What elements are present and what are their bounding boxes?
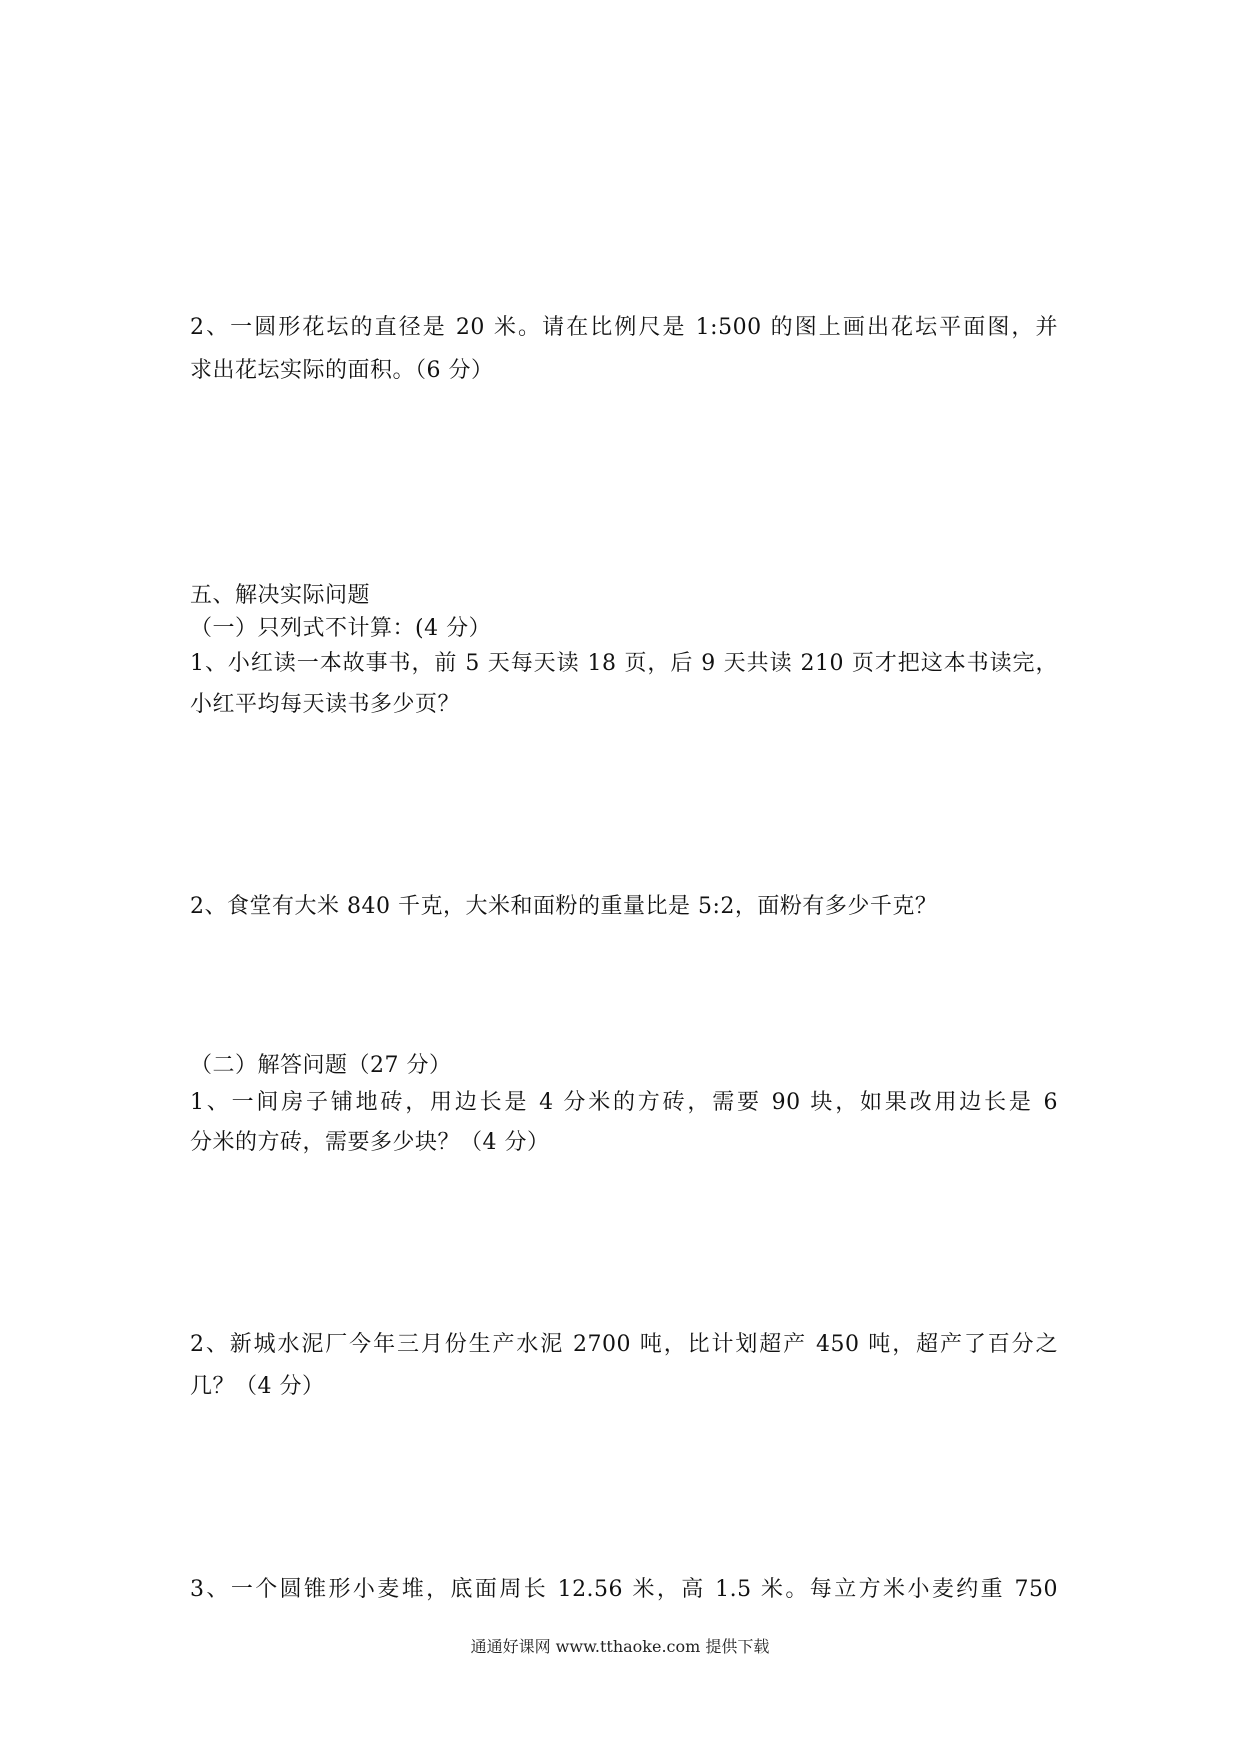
part1-question2-line1: 2、食堂有大米 840 千克，大米和面粉的重量比是 5:2，面粉有多少千克？: [190, 894, 938, 919]
part2-question1-line1: 1、一间房子铺地砖，用边长是 4 分米的方砖，需要 90 块，如果改用边长是 6: [190, 1090, 1058, 1115]
question-draw-flowerbed-line1: 2、一圆形花坛的直径是 20 米。请在比例尺是 1:500 的图上画出花坛平面图，并: [190, 315, 1058, 340]
part2-question2-line2: 几？（4 分）: [190, 1374, 325, 1399]
section-title: 五、解决实际问题: [190, 583, 371, 608]
part1-question1-line1: 1、小红读一本故事书，前 5 天每天读 18 页，后 9 天共读 210 页才把这本书读完，: [190, 651, 1058, 676]
part2-question2-line1: 2、新城水泥厂今年三月份生产水泥 2700 吨，比计划超产 450 吨，超产了百分之: [190, 1332, 1058, 1357]
part2-question3-line1: 3、一个圆锥形小麦堆，底面周长 12.56 米，高 1.5 米。每立方米小麦约重 750: [190, 1577, 1058, 1602]
part2-question1-line2: 分米的方砖，需要多少块？（4 分）: [190, 1130, 550, 1155]
footer-credit: 通通好课网 www.tthaoke.com 提供下载: [470, 1637, 770, 1656]
part1-question1-line2: 小红平均每天读书多少页？: [190, 692, 461, 717]
question-draw-flowerbed-line2: 求出花坛实际的面积。（6 分）: [190, 358, 494, 383]
part2-title: （二）解答问题（27 分）: [190, 1053, 452, 1078]
part1-title: （一）只列式不计算：(4 分）: [190, 616, 492, 641]
